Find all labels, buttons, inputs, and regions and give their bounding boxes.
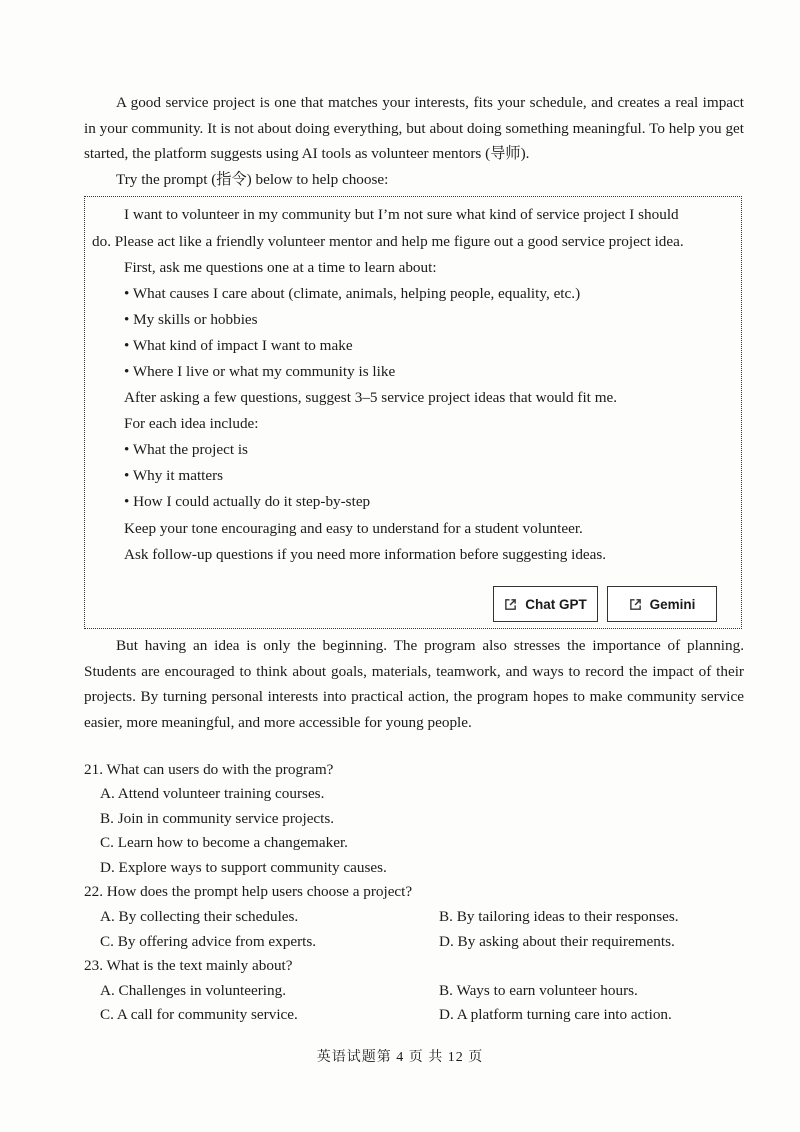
question-21-option-d: D. Explore ways to support community causes.: [100, 859, 387, 876]
external-link-icon: [504, 598, 517, 611]
question-22-option-a: A. By collecting their schedules.: [100, 908, 299, 925]
prompt-bullet: • What the project is: [124, 441, 248, 458]
question-21-option-a: A. Attend volunteer training courses.: [100, 785, 325, 802]
question-23-option-c: C. A call for community service.: [100, 1006, 298, 1023]
question-22-option-d: D. By asking about their requirements.: [439, 933, 675, 950]
prompt-line: For each idea include:: [124, 415, 259, 432]
question-21-option-b: B. Join in community service projects.: [100, 810, 335, 827]
page-footer: 英语试题第 4 页 共 12 页: [316, 1050, 484, 1065]
chatgpt-button[interactable]: [493, 586, 598, 622]
question-22-stem: 22. How does the prompt help users choose a project?: [84, 883, 413, 900]
external-link-icon: [629, 598, 642, 611]
try-prompt-line: Try the prompt (指令) below to help choose:: [116, 171, 389, 188]
prompt-bullet: • Why it matters: [124, 467, 224, 484]
prompt-bullet: • What causes I care about (climate, animals, helping people, equality, etc.): [124, 285, 581, 302]
passage-paragraph-1: A good service project is one that matches your interests, fits your schedule, and creates a real impact in your community. It is not about doing everything, but about doing something meaningful. To help you get started, the platform suggests using AI tools as volunteer mentors (导师).: [84, 94, 744, 162]
question-21-stem: 21. What can users do with the program?: [84, 761, 334, 778]
question-22-option-b: B. By tailoring ideas to their responses.: [439, 908, 679, 925]
question-21-option-c: C. Learn how to become a changemaker.: [100, 834, 348, 851]
chatgpt-button-label: Chat GPT: [525, 596, 587, 612]
gemini-button-label: Gemini: [649, 596, 696, 612]
question-23-option-a: A. Challenges in volunteering.: [100, 982, 287, 999]
question-22-option-c: C. By offering advice from experts.: [100, 933, 317, 950]
prompt-line: First, ask me questions one at a time to learn about:: [124, 259, 437, 276]
question-23-option-b: B. Ways to earn volunteer hours.: [439, 982, 638, 999]
prompt-line: Ask follow-up questions if you need more information before suggesting ideas.: [124, 546, 607, 563]
prompt-bullet: • What kind of impact I want to make: [124, 337, 353, 354]
prompt-line: I want to volunteer in my community but I’m not sure what kind of service project I should: [124, 206, 679, 223]
question-23-option-d: D. A platform turning care into action.: [439, 1006, 672, 1023]
passage-paragraph-2: But having an idea is only the beginning. The program also stresses the importance of planning. Students are encouraged to think about goals, materials, teamwork, and ways to record the impact of their projects. By turning personal interests into practical action, the program hopes to make community service easier, more meaningful, and more accessible for young people.: [84, 637, 744, 731]
prompt-bullet: • Where I live or what my community is like: [124, 363, 396, 380]
prompt-line: Keep your tone encouraging and easy to understand for a student volunteer.: [124, 520, 583, 537]
prompt-line: After asking a few questions, suggest 3–5 service project ideas that would fit me.: [124, 389, 618, 406]
prompt-line: do. Please act like a friendly volunteer mentor and help me figure out a good service project idea.: [92, 233, 684, 250]
gemini-button[interactable]: [607, 586, 717, 622]
prompt-bullet: • How I could actually do it step-by-step: [124, 493, 371, 510]
question-23-stem: 23. What is the text mainly about?: [84, 957, 293, 974]
prompt-bullet: • My skills or hobbies: [124, 311, 258, 328]
